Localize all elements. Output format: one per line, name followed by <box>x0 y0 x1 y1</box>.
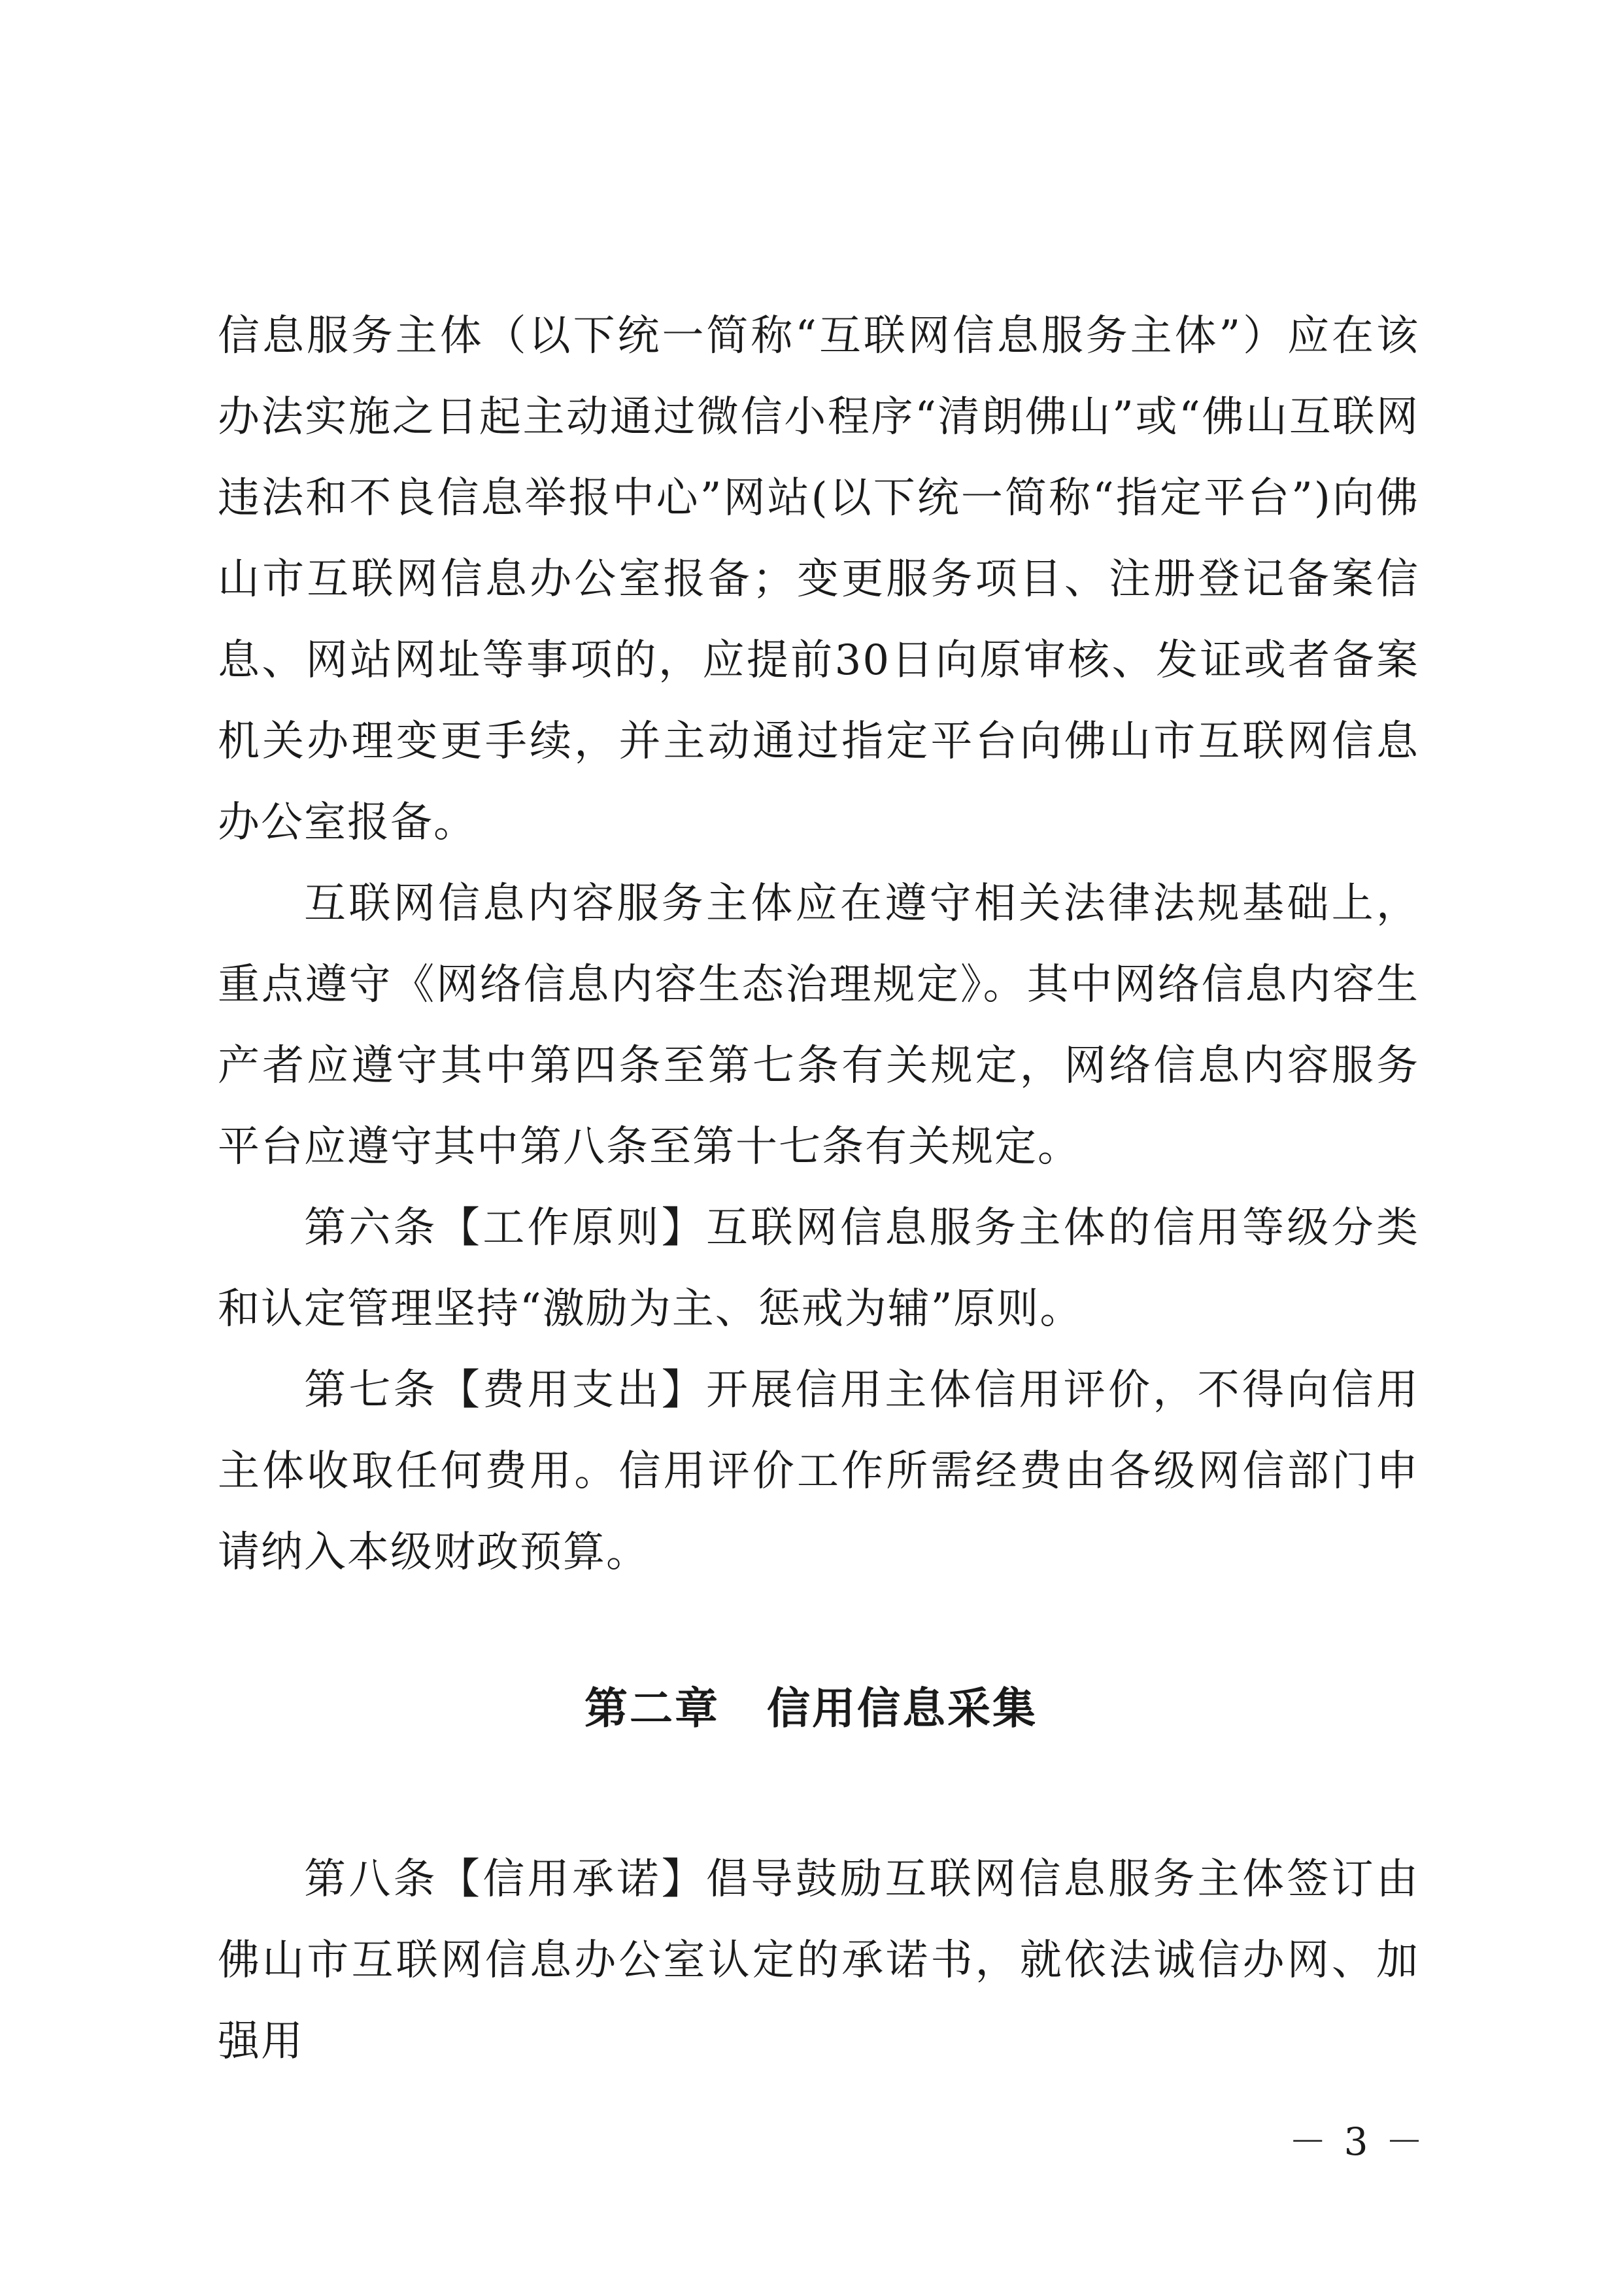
paragraph-article-7: 第七条【费用支出】开展信用主体信用评价，不得向信用主体收取任何费用。信用评价工作所需经费由各级网信部门申请纳入本级财政预算。 <box>218 1366 1419 1577</box>
paragraph-registration: 信息服务主体（以下统一简称“互联网信息服务主体”）应在该办法实施之日起主动通过微信小程序“清朗佛山”或“佛山互联网违法和不良信息举报中心”网站(以下统一简称“指定平台”)向佛山市互联网信息办公室报备；变更服务项目、注册登记备案信息、网站网址等事项的，应提前30日向原审核、发证或者备案机关办理变更手续，并主动通过指定平台向佛山市互联网信息办公室报备。 <box>218 312 1419 847</box>
paragraph-article-6: 第六条【工作原则】互联网信息服务主体的信用等级分类和认定管理坚持“激励为主、惩戒为辅”原则。 <box>218 1204 1419 1333</box>
page-number: － 3 － <box>1289 2119 1426 2164</box>
chapter-heading <box>0 1679 1622 1738</box>
chapter-number: 第二章 <box>584 1683 720 1734</box>
paragraph-article-8: 第八条【信用承诺】倡导鼓励互联网信息服务主体签订由佛山市互联网信息办公室认定的承诺书，就依法诚信办网、加强用 <box>218 1855 1419 2066</box>
chapter-title: 信用信息采集 <box>767 1683 1038 1734</box>
paragraph-content-rules: 互联网信息内容服务主体应在遵守相关法律法规基础上，重点遵守《网络信息内容生态治理规定》。其中网络信息内容生产者应遵守其中第四条至第七条有关规定，网络信息内容服务平台应遵守其中第八条至第十七条有关规定。 <box>218 880 1419 1171</box>
